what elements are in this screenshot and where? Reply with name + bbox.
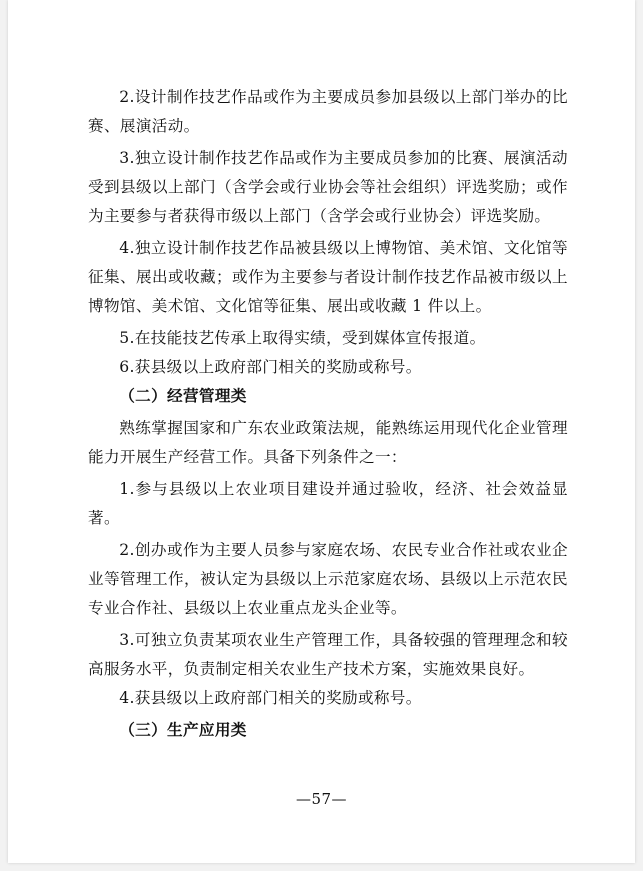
list-item-4-management: 4.获县级以上政府部门相关的奖励或称号。: [119, 689, 422, 707]
section-intro-paragraph: 熟练掌握国家和广东农业政策法规，能熟练运用现代化企业管理能力开展生产经营工作。具备下列条件之一：: [88, 419, 568, 466]
page-content: [88, 83, 568, 745]
section-heading-management: （二）经营管理类: [119, 387, 247, 405]
document-page: [8, 0, 635, 863]
list-item-4: 4.独立设计制作技艺作品被县级以上博物馆、美术馆、文化馆等征集、展出或收藏；或作为主要参与者设计制作技艺作品被市级以上博物馆、美术馆、文化馆等征集、展出或收藏 1 件以上。: [88, 239, 568, 315]
list-item-3: 3.独立设计制作技艺作品或作为主要成员参加的比赛、展演活动受到县级以上部门（含学会或行业协会等社会组织）评选奖励；或作为主要参与者获得市级以上部门（含学会或行业协会）评选奖励。: [88, 149, 568, 225]
list-item-1: 1.参与县级以上农业项目建设并通过验收，经济、社会效益显著。: [88, 480, 568, 527]
page-number: —57—: [295, 790, 348, 808]
section-heading-production: （三）生产应用类: [119, 721, 247, 739]
list-item-2-management: 2.创办或作为主要人员参与家庭农场、农民专业合作社或农业企业等管理工作，被认定为县级以上示范家庭农场、县级以上示范农民专业合作社、县级以上农业重点龙头企业等。: [88, 541, 568, 617]
list-item-6: 6.获县级以上政府部门相关的奖励或称号。: [119, 358, 422, 376]
list-item-3-management: 3.可独立负责某项农业生产管理工作，具备较强的管理理念和较高服务水平，负责制定相关农业生产技术方案，实施效果良好。: [88, 631, 568, 678]
list-item-5: 5.在技能技艺传承上取得实绩，受到媒体宣传报道。: [119, 329, 486, 347]
list-item-2: 2.设计制作技艺作品或作为主要成员参加县级以上部门举办的比赛、展演活动。: [88, 88, 568, 135]
